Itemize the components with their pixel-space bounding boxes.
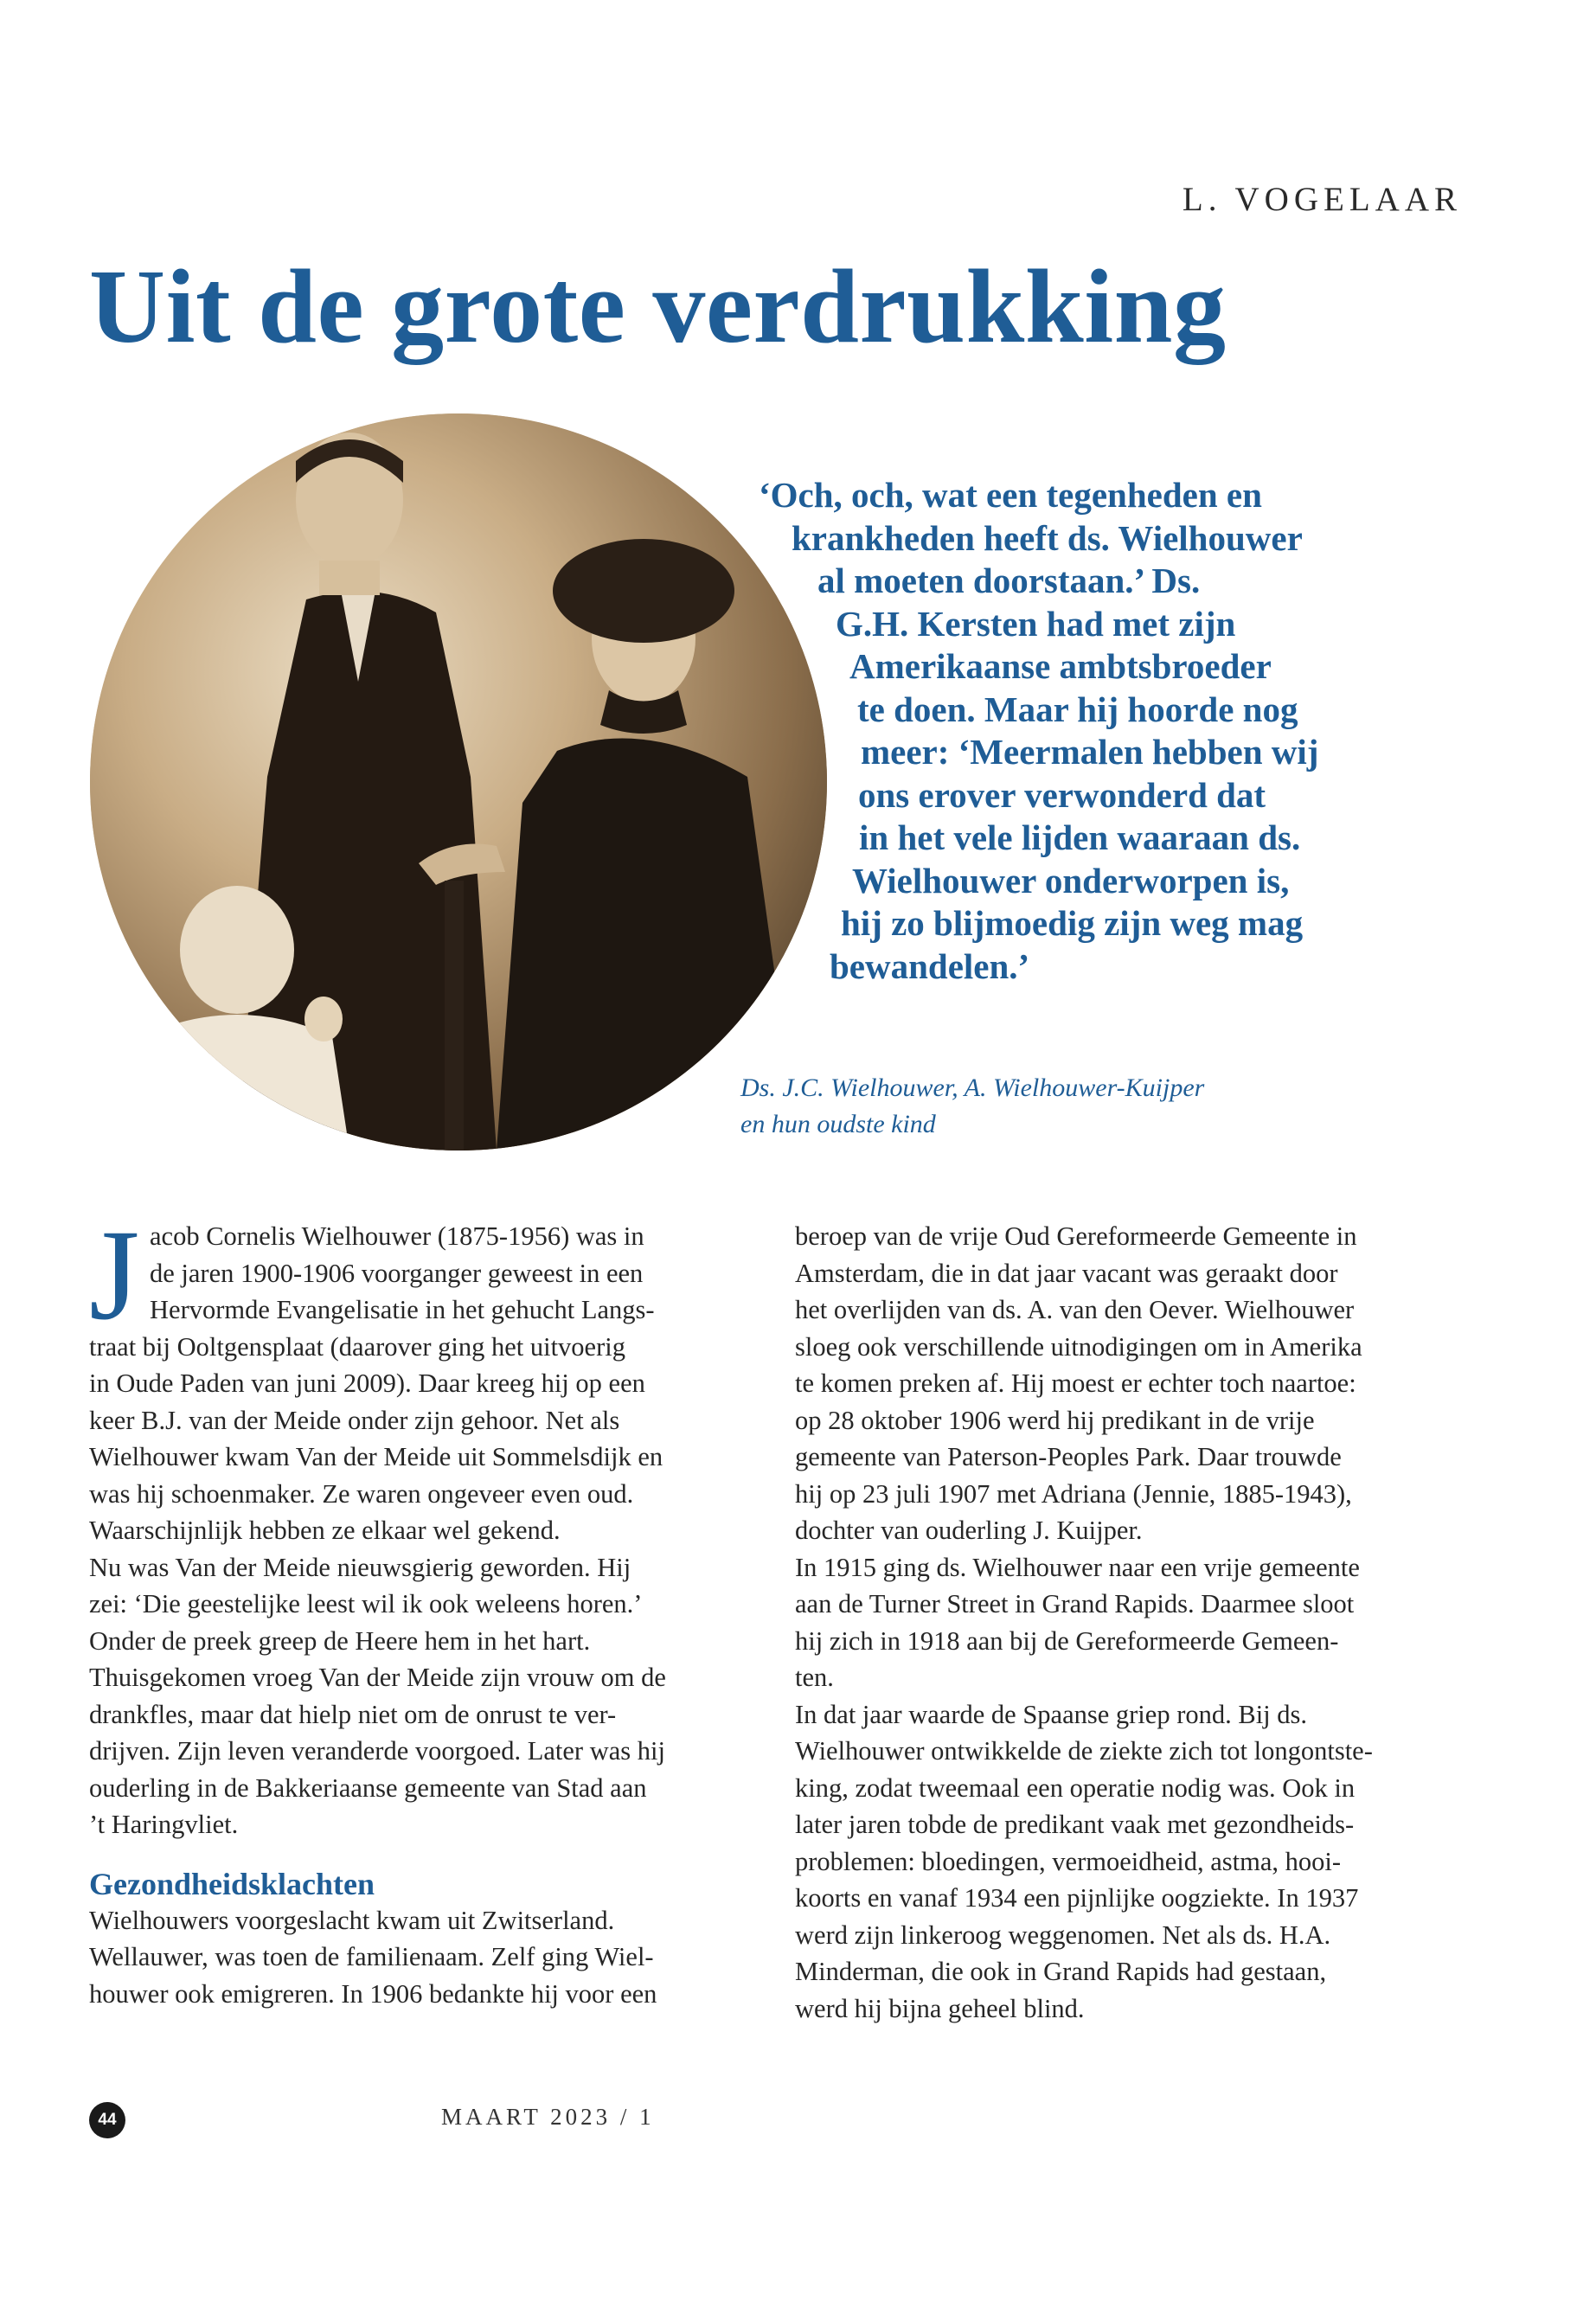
body-line: dochter van ouderling J. Kuijper.: [795, 1516, 1143, 1545]
body-line: te komen preken af. Hij moest er echter toch naartoe:: [795, 1368, 1356, 1398]
body-line: koorts en vanaf 1934 een pijnlijke oogziekte. In 1937: [795, 1883, 1359, 1913]
body-line: hij op 23 juli 1907 met Adriana (Jennie, 1885-1943),: [795, 1478, 1352, 1509]
body-line: aan de Turner Street in Grand Rapids. Daarmee sloot: [795, 1589, 1355, 1618]
body-line: Minderman, die ook in Grand Rapids had gestaan,: [795, 1957, 1327, 1986]
body-line: In dat jaar waarde de Spaanse griep rond. Bij ds.: [795, 1699, 1308, 1729]
body-line: ’t Haringvliet.: [89, 1810, 239, 1839]
pull-quote: [744, 474, 1436, 988]
body-line: sloeg ook verschillende uitnodigingen om in Amerika: [795, 1331, 1362, 1362]
body-line: werd zijn linkeroog weggenomen. Net als ds. H.A.: [795, 1920, 1331, 1950]
body-line: Hervormde Evangelisatie in het gehucht Langs-: [150, 1295, 655, 1324]
pull-quote-line: meer: ‘Meermalen hebben wij: [861, 732, 1319, 772]
pull-quote-line: krankheden heeft ds. Wielhouwer: [792, 517, 1303, 558]
body-line: problemen: bloedingen, vermoeidheid, astma, hooi-: [795, 1846, 1342, 1876]
body-line: Onder de preek greep de Heere hem in het hart.: [89, 1625, 591, 1656]
body-line: ten.: [795, 1663, 834, 1692]
body-line: acob Cornelis Wielhouwer (1875-1956) was in: [150, 1221, 644, 1251]
family-photo: [90, 413, 827, 1150]
author-byline: L. VOGELAAR: [1182, 181, 1462, 218]
body-line: werd hij bijna geheel blind.: [795, 1993, 1085, 2023]
pull-quote-line: al moeten doorstaan.’ Ds.: [817, 561, 1201, 600]
body-line: het overlijden van ds. A. van den Oever. Wielhouwer: [795, 1295, 1355, 1324]
body-line: hij zich in 1918 aan bij de Gereformeerde Gemeen-: [795, 1625, 1339, 1656]
pull-quote-line: ‘Och, och, wat een tegenheden en: [759, 475, 1262, 515]
body-line: drijven. Zijn leven veranderde voorgoed. Later was hij: [89, 1736, 665, 1766]
body-line: Waarschijnlijk hebben ze elkaar wel gekend.: [89, 1516, 561, 1545]
body-column-right: [795, 1218, 1478, 2027]
pull-quote-line: te doen. Maar hij hoorde nog: [857, 689, 1298, 729]
body-line: Wielhouwer kwam Van der Meide uit Sommelsdijk en: [89, 1442, 663, 1471]
body-line: Thuisgekomen vroeg Van der Meide zijn vrouw om de: [89, 1663, 666, 1692]
caption-line: en hun oudste kind: [740, 1110, 936, 1138]
pull-quote-line: hij zo blijmoedig zijn weg mag: [841, 903, 1304, 943]
body-line: zei: ‘Die geestelijke leest wil ik ook weleens horen.’: [89, 1589, 643, 1618]
pull-quote-line: ons erover verwonderd dat: [858, 774, 1266, 815]
body-line: de jaren 1900-1906 voorganger geweest in een: [150, 1258, 644, 1288]
body-line: beroep van de vrije Oud Gereformeerde Gemeente in: [795, 1221, 1357, 1251]
photo-caption: [740, 1070, 1204, 1143]
body-line: keer B.J. van der Meide onder zijn gehoor. Net als: [89, 1405, 620, 1435]
pull-quote-line: G.H. Kersten had met zijn: [836, 603, 1236, 644]
caption-line: Ds. J.C. Wielhouwer, A. Wielhouwer-Kuijper: [740, 1074, 1205, 1102]
pull-quote-line: Wielhouwer onderworpen is,: [852, 860, 1290, 901]
body-line: Amsterdam, die in dat jaar vacant was geraakt door: [795, 1258, 1338, 1288]
pull-quote-line: bewandelen.’: [830, 945, 1030, 986]
body-line: Wielhouwer ontwikkelde de ziekte zich tot longontste-: [795, 1736, 1373, 1766]
body-line: Wellauwer, was toen de familienaam. Zelf ging Wiel-: [89, 1942, 654, 1971]
article-title: Uit de grote verdrukking: [89, 248, 1227, 365]
body-line: was hij schoenmaker. Ze waren ongeveer even oud.: [89, 1478, 634, 1509]
page-number-badge: 44: [89, 2102, 125, 2138]
body-line: In 1915 ging ds. Wielhouwer naar een vrije gemeente: [795, 1552, 1360, 1582]
pull-quote-line: in het vele lijden waaraan ds.: [859, 817, 1301, 857]
body-line: ouderling in de Bakkeriaanse gemeente van Stad aan: [89, 1772, 647, 1803]
body-line: traat bij Ooltgensplaat (daarover ging het uitvoerig: [89, 1331, 625, 1362]
body-line: in Oude Paden van juni 2009). Daar kreeg hij op een: [89, 1368, 645, 1398]
body-line: gemeente van Paterson-Peoples Park. Daar trouwde: [795, 1442, 1342, 1471]
pull-quote-line: Amerikaanse ambtsbroeder: [849, 646, 1272, 686]
body-line: later jaren tobde de predikant vaak met gezondheids-: [795, 1810, 1355, 1839]
body-line: king, zodat tweemaal een operatie nodig was. Ook in: [795, 1772, 1356, 1803]
issue-label: MAART 2023 / 1: [441, 2104, 655, 2130]
body-line: Wielhouwers voorgeslacht kwam uit Zwitserland.: [89, 1905, 615, 1935]
body-line: Nu was Van der Meide nieuwsgierig geworden. Hij: [89, 1552, 631, 1582]
dropcap: J: [89, 1203, 140, 1347]
body-column-left: [89, 1203, 764, 2012]
body-line: houwer ook emigreren. In 1906 bedankte hij voor een: [89, 1978, 657, 2009]
body-line: drankfles, maar dat hielp niet om de onrust te ver-: [89, 1699, 617, 1729]
body-line: op 28 oktober 1906 werd hij predikant in de vrije: [795, 1405, 1315, 1435]
section-heading: Gezondheidsklachten: [89, 1866, 375, 1901]
